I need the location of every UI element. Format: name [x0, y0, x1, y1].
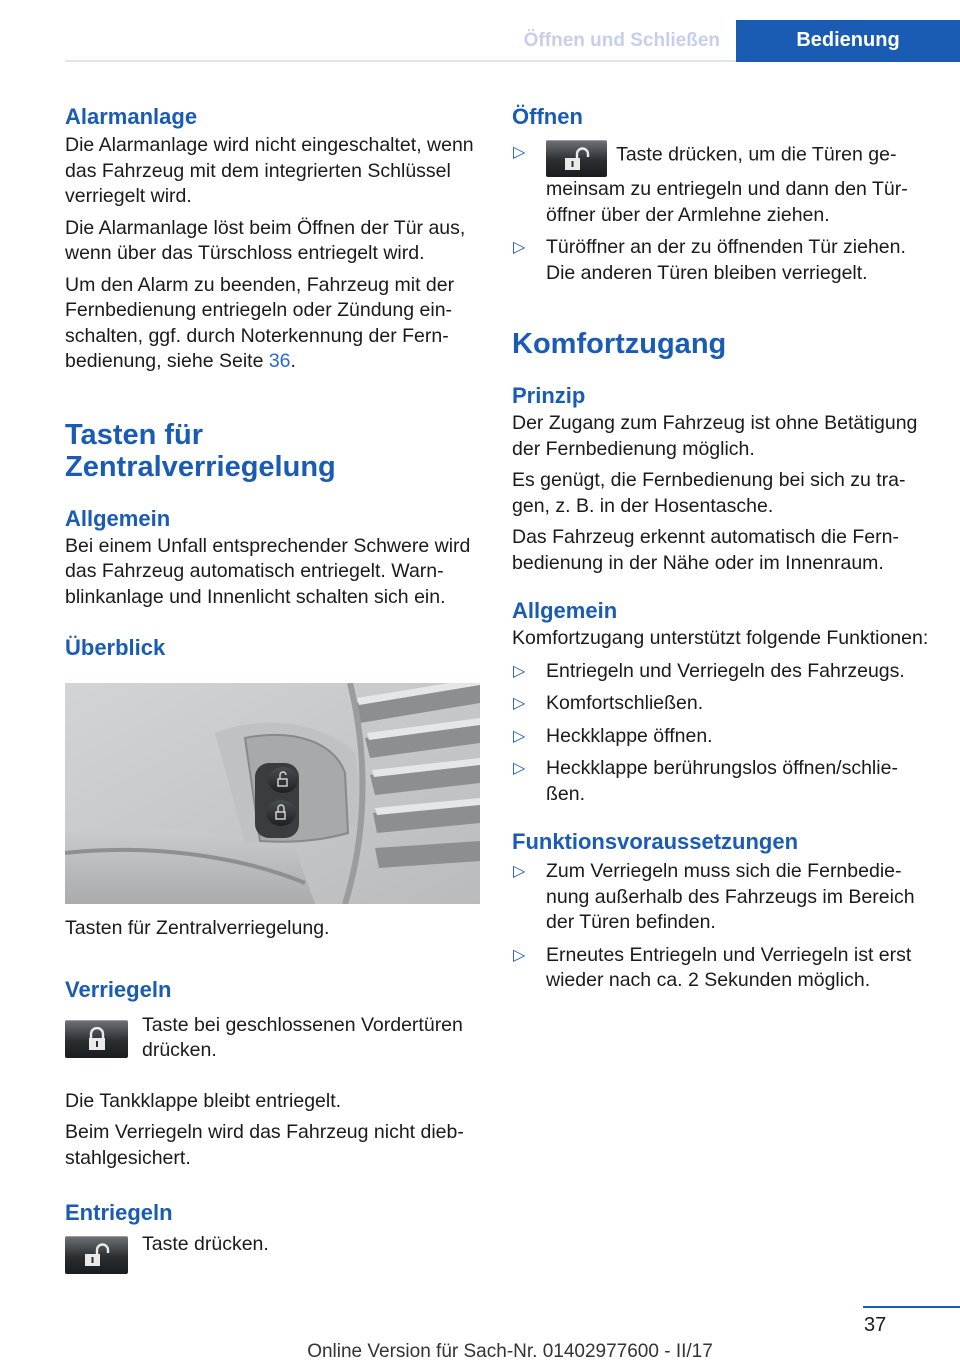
principle-paragraph-2: Es genügt, die Fernbedienung bei sich zu tragen, z. B. in der Hosentasche. [512, 469, 906, 517]
prerequisites-heading: Funktionsvoraussetzungen [512, 829, 799, 854]
bullet-triangle-icon: ▷ [513, 863, 526, 880]
principle-heading: Prinzip [512, 383, 586, 408]
image-caption: Tasten für Zentralverriegelung. [65, 917, 330, 939]
central-general-text: Bei einem Unfall entsprechender Schwere wird das Fahrzeug automatisch entriegelt. Warnblinkanlage und Innenlicht schalten sich ein. [65, 534, 471, 608]
open-steps-list [512, 140, 930, 286]
comfort-access-title: Komfortzugang [512, 328, 727, 360]
page-link-36[interactable]: 36 [268, 350, 291, 372]
unlock-key-row [65, 1232, 480, 1274]
open-key-button [546, 140, 607, 177]
central-locking-title-line-2: Zentralverriegelung [65, 450, 336, 483]
open-heading: Öffnen [512, 104, 583, 129]
function-item-4: Heckklappe berührungslos öffnen/schließen. [546, 757, 898, 805]
central-locking-title-line-1: Tasten für [65, 418, 204, 451]
alarm-paragraph-2: Die Alarmanlage löst beim Öffnen der Tür aus, wenn über das Türschloss entriegelt wird. [65, 216, 466, 264]
left-column [65, 102, 480, 1274]
lock-open-icon [564, 147, 590, 171]
list-item [512, 756, 930, 807]
prerequisites-list [512, 859, 930, 994]
functions-list [512, 659, 930, 808]
list-item [512, 943, 930, 994]
function-item-3: Heckklappe öffnen. [546, 724, 713, 747]
lock-heading: Verriegeln [65, 976, 172, 1002]
lock-paragraph-2: Beim Verriegeln wird das Fahrzeug nicht diebstahlgesichert. [65, 1121, 464, 1169]
alarm-paragraph-3-end: . [290, 350, 296, 372]
bullet-triangle-icon: ▷ [513, 239, 526, 256]
bullet-triangle-icon: ▷ [513, 662, 526, 680]
open-step-1-text: Taste drücken, um die Türen gemeinsam zu entriegeln und dann den Türöffner über der Armlehne ziehen. [546, 143, 908, 226]
unlock-key-text: Taste drücken. [142, 1233, 269, 1255]
lock-key-row [65, 1013, 480, 1064]
list-item [512, 859, 930, 936]
overview-heading: Überblick [65, 635, 166, 660]
central-general-heading: Allgemein [65, 505, 171, 531]
lock-key-text: Taste bei geschlossenen Vordertüren drücken. [142, 1013, 463, 1061]
bullet-triangle-icon: ▷ [513, 695, 526, 712]
alarm-paragraph-3 [65, 273, 480, 375]
bullet-triangle-icon: ▷ [513, 727, 526, 745]
lock-key-button [65, 1020, 128, 1058]
prerequisite-item-1: Zum Verriegeln muss sich die Fernbedienung außerhalb des Fahrzeugs im Bereich der Türen befinden. [546, 860, 915, 933]
function-item-1: Entriegeln und Verriegeln des Fahrzeugs. [546, 659, 905, 682]
central-locking-title [65, 419, 480, 483]
unlock-key-button [65, 1236, 128, 1274]
door-panel-photo [65, 683, 480, 904]
bullet-triangle-icon: ▷ [513, 760, 526, 777]
header-chapter-tab: Bedienung [736, 20, 960, 62]
comfort-general-text: Komfortzugang unterstützt folgende Funktionen: [512, 627, 929, 649]
open-step-2 [512, 235, 930, 286]
right-column [512, 102, 930, 994]
alarm-paragraph-1: Die Alarmanlage wird nicht eingeschaltet, wenn das Fahrzeug mit dem integrierten Schlüssel verriegelt wird. [65, 134, 474, 207]
lock-paragraph-1: Die Tankklappe bleibt entriegelt. [65, 1089, 342, 1112]
unlock-heading: Entriegeln [65, 1200, 173, 1225]
principle-paragraph-3: Das Fahrzeug erkennt automatisch die Fernbedienung in der Nähe oder im Innenraum. [512, 526, 899, 574]
list-item [512, 724, 930, 750]
lock-open-icon [84, 1243, 110, 1267]
alarm-heading: Alarmanlage [65, 104, 198, 129]
lock-closed-icon [86, 1027, 108, 1051]
open-step-2-text: Türöffner an der zu öffnenden Tür ziehen. Die anderen Türen bleiben verriegelt. [546, 236, 906, 284]
header-section-title: Öffnen und Schließen [523, 30, 720, 51]
prerequisite-item-2: Erneutes Entriegeln und Verriegeln ist erst wieder nach ca. 2 Sekunden möglich. [546, 943, 912, 991]
list-item [512, 691, 930, 717]
open-inline-key [546, 140, 607, 177]
principle-paragraph-1: Der Zugang zum Fahrzeug ist ohne Betätigung der Fernbedienung möglich. [512, 412, 918, 460]
bullet-triangle-icon: ▷ [513, 946, 526, 964]
comfort-general-heading: Allgemein [512, 598, 618, 623]
open-step-1 [512, 140, 930, 228]
alarm-paragraph-3-text: Um den Alarm zu beenden, Fahrzeug mit der Fernbedienung entriegeln oder Zündung einschalten, ggf. durch Noterkennung der Fernbedienung, siehe Seite [65, 273, 455, 372]
footer-version-text: Online Version für Sach-Nr. 01402977600 - II/17 [307, 1341, 713, 1362]
footer-rule [863, 1306, 960, 1308]
list-item [512, 659, 930, 685]
function-item-2: Komfortschließen. [546, 692, 704, 714]
page-number: 37 [864, 1314, 887, 1336]
bullet-triangle-icon: ▷ [513, 144, 526, 161]
